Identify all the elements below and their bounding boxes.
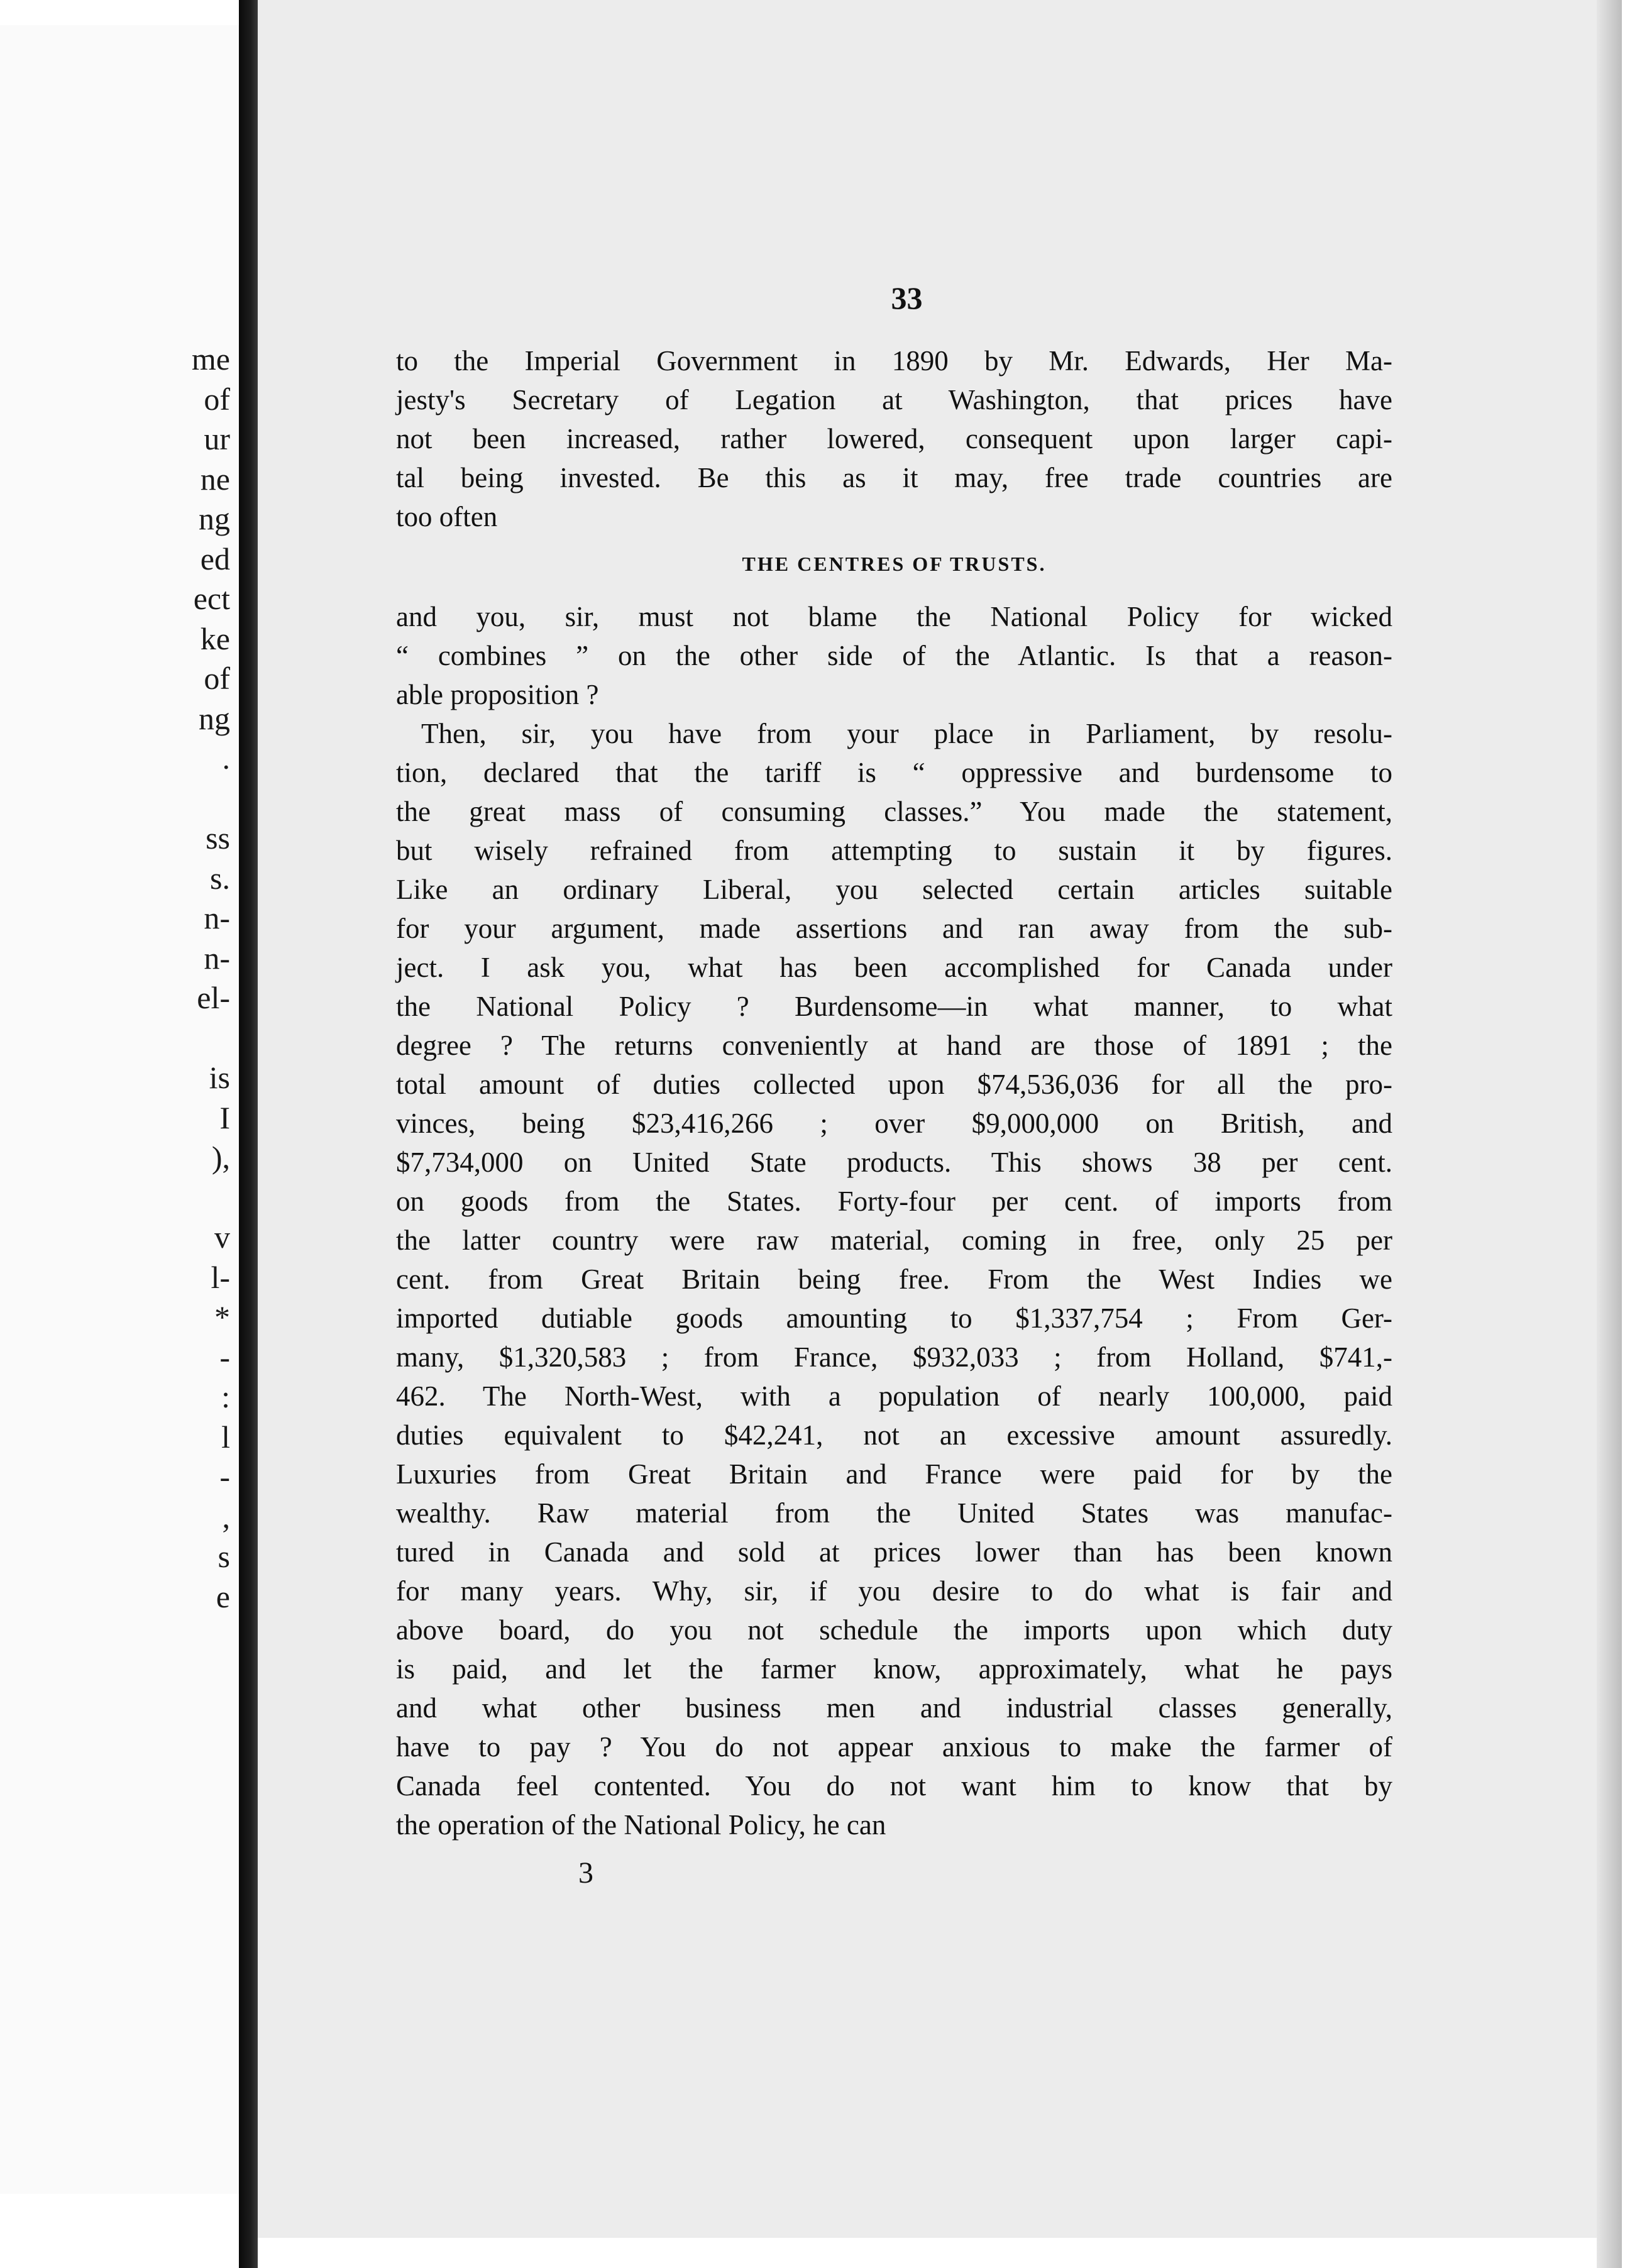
left-fragment: : [221, 1379, 230, 1414]
left-fragment: n- [204, 940, 230, 976]
left-fragment: , [222, 1499, 230, 1534]
left-page-line-fragments [192, 339, 230, 1617]
text-line: Canada feel contented. You do not want him to know that by [396, 1770, 1392, 1802]
text-line: ject. I ask you, what has been accomplished for Canada under [396, 952, 1392, 983]
text-line: and you, sir, must not blame the National Policy for wicked [396, 601, 1392, 632]
text-line: tal being invested. Be this as it may, free trade countries are [396, 462, 1392, 493]
left-fragment: . [222, 740, 230, 776]
left-fragment: I [219, 1099, 230, 1135]
text-line: the National Policy ? Burdensome—in what manner, to what [396, 991, 1392, 1022]
left-fragment: l [221, 1419, 230, 1455]
left-fragment: el- [197, 980, 230, 1015]
page-text-block [396, 280, 1392, 1890]
left-fragment: * [214, 1299, 230, 1335]
text-line: duties equivalent to $42,241, not an excessive amount assuredly. [396, 1419, 1392, 1451]
text-line: the latter country were raw material, coming in free, only 25 per [396, 1225, 1392, 1256]
text-line: 462. The North-West, with a population of nearly 100,000, paid [396, 1380, 1392, 1412]
text-line: jesty's Secretary of Legation at Washington, that prices have [396, 384, 1392, 416]
left-fragment [192, 1018, 230, 1059]
left-fragment: of [204, 661, 230, 696]
left-fragment: ect [193, 581, 230, 616]
left-fragment [192, 1178, 230, 1218]
text-line: Luxuries from Great Britain and France were paid for by the [396, 1458, 1392, 1490]
text-line: total amount of duties collected upon $74,536,036 for all the pro- [396, 1069, 1392, 1100]
text-line: on goods from the States. Forty-four per cent. of imports from [396, 1186, 1392, 1217]
text-line: for many years. Why, sir, if you desire to do what is fair and [396, 1575, 1392, 1607]
paragraph-2 [396, 597, 1392, 714]
text-line: the great mass of consuming classes.” You made the statement, [396, 796, 1392, 827]
left-fragment: ur [204, 421, 230, 456]
left-fragment: s. [210, 860, 230, 896]
text-line: and what other business men and industrial classes generally, [396, 1692, 1392, 1724]
left-fragment: of [204, 381, 230, 417]
text-line: vinces, being $23,416,266 ; over $9,000,000 on British, and [396, 1108, 1392, 1139]
left-facing-page [0, 25, 241, 2194]
paragraph-1 [396, 341, 1392, 536]
text-line: able proposition ? [396, 679, 599, 710]
text-line: “ combines ” on the other side of the Atlantic. Is that a reason- [396, 640, 1392, 671]
text-line: but wisely refrained from attempting to sustain it by figures. [396, 835, 1392, 866]
text-line: many, $1,320,583 ; from France, $932,033 ; from Holland, $741,- [396, 1341, 1392, 1373]
text-line: degree ? The returns conveniently at hand are those of 1891 ; the [396, 1030, 1392, 1061]
text-line: is paid, and let the farmer know, approximately, what he pays [396, 1653, 1392, 1685]
text-line: $7,734,000 on United State products. This shows 38 per cent. [396, 1147, 1392, 1178]
left-fragment: ss [206, 820, 230, 856]
left-fragment: n- [204, 900, 230, 935]
text-line: imported dutiable goods amounting to $1,337,754 ; From Ger- [396, 1302, 1392, 1334]
left-fragment: ne [200, 461, 230, 497]
book-gutter [239, 0, 258, 2268]
text-line: Like an ordinary Liberal, you selected certain articles suitable [396, 874, 1392, 905]
left-fragment: v [214, 1219, 230, 1255]
text-line: for your argument, made assertions and ran away from the sub- [396, 913, 1392, 944]
left-fragment: ng [199, 501, 230, 536]
left-fragment: e [216, 1578, 230, 1614]
section-heading: THE CENTRES OF TRUSTS. [742, 553, 1047, 575]
text-line: to the Imperial Government in 1890 by Mr. Edwards, Her Ma- [396, 345, 1392, 377]
signature-mark: 3 [578, 1856, 593, 1890]
left-fragment [192, 779, 230, 819]
text-line: too often [396, 501, 498, 532]
left-fragment: is [209, 1060, 230, 1095]
text-line: cent. from Great Britain being free. From the West Indies we [396, 1263, 1392, 1295]
paragraph-3 [396, 714, 1392, 1844]
left-fragment: l- [211, 1259, 230, 1295]
left-fragment: ke [200, 620, 230, 656]
text-line: wealthy. Raw material from the United States was manufac- [396, 1497, 1392, 1529]
page-edge [1597, 0, 1622, 2268]
left-fragment: - [219, 1339, 230, 1375]
text-line: Then, sir, you have from your place in Parliament, by resolu- [421, 718, 1392, 749]
left-fragment: - [219, 1459, 230, 1494]
text-line: the operation of the National Policy, he can [396, 1809, 886, 1841]
text-line: tion, declared that the tariff is “ oppressive and burdensome to [396, 757, 1392, 788]
left-fragment: ), [211, 1140, 230, 1175]
page-number: 33 [891, 280, 923, 316]
text-line: have to pay ? You do not appear anxious to make the farmer of [396, 1731, 1392, 1763]
left-fragment: ng [199, 700, 230, 736]
text-line: above board, do you not schedule the imports upon which duty [396, 1614, 1392, 1646]
text-line: tured in Canada and sold at prices lower than has been known [396, 1536, 1392, 1568]
left-fragment: ed [200, 541, 230, 576]
left-fragment: me [191, 341, 230, 377]
left-fragment: s [218, 1539, 230, 1574]
text-line: not been increased, rather lowered, consequent upon larger capi- [396, 423, 1392, 454]
